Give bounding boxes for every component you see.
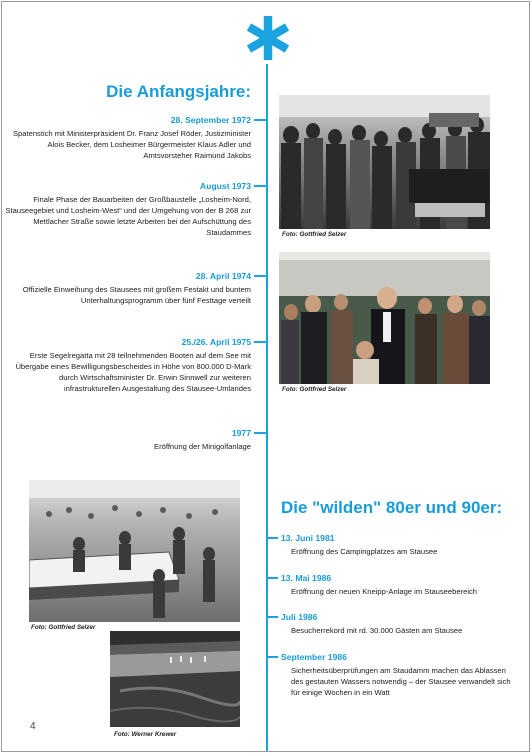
entry-text: Eröffnung der Minigolfanlage (154, 442, 251, 451)
entry-text: Sicherheitsüberprüfungen am Staudamm machen das Ablassen des gestauten Wassers notwendig – der Stausee verwandelt sich für einige Wochen in ein Watt (291, 666, 511, 697)
photo-image (279, 95, 490, 229)
timeline-entry (1, 337, 251, 394)
entry-date: 1977 (231, 428, 251, 438)
timeline-tick (268, 656, 278, 658)
photo-caption: Foto: Gottfried Selzer (31, 624, 96, 631)
photo-caption: Foto: Gottfried Selzer (282, 386, 347, 393)
entry-text: Eröffnung der neuen Kneipp-Anlage im Stauseebereich (291, 587, 478, 596)
timeline-tick (268, 577, 278, 579)
entry-date: August 1973 (199, 181, 251, 191)
brochure-page (1, 1, 530, 752)
photo-inauguration (279, 252, 490, 384)
timeline-tick (254, 432, 266, 434)
photo-image (279, 252, 490, 384)
entry-date: 28. September 1972 (170, 115, 251, 125)
entry-text: Spatenstich mit Ministerpräsident Dr. Franz Josef Röder, Justizminister Alois Becker, dem Losheimer Bürgermeister Klaus Adler und Amtsvorsteher Raimund Jakobs (12, 129, 251, 160)
timeline-tick (268, 616, 278, 618)
entry-date: September 1986 (281, 652, 347, 662)
timeline-entry (281, 573, 513, 597)
photo-pedal-boats (29, 480, 240, 622)
photo-image (110, 631, 240, 727)
photo-drained-lake (110, 631, 240, 727)
photo-image (29, 480, 240, 622)
timeline-tick (254, 275, 266, 277)
entry-date: 28. April 1974 (195, 271, 251, 281)
timeline-entry (1, 428, 251, 452)
entry-text: Erste Segelregatta mit 28 teilnehmenden Booten auf dem See mit Übergabe eines Bewilligungsbescheides in Höhe von 800.000 D-Mark durch Wirtschaftsminister Dr. Erwin Sinnwell zur weiteren infrastrukturellen Ausgestaltung des Stausee-Umlandes (15, 351, 251, 393)
page-number: 4 (30, 721, 36, 732)
photo-caption: Foto: Werner Krewer (114, 731, 177, 738)
timeline-entry (281, 612, 513, 636)
asterisk-icon (244, 14, 292, 62)
timeline-tick (268, 537, 278, 539)
timeline-tick (254, 119, 266, 121)
timeline-tick (254, 341, 266, 343)
section-heading-wild-years: Die "wilden" 80er und 90er: (281, 498, 503, 517)
entry-date: 13. Juni 1981 (281, 533, 335, 543)
entry-date: 25./26. April 1975 (181, 337, 251, 347)
entry-date: 13. Mai 1986 (281, 573, 332, 583)
entry-date: Juli 1986 (281, 612, 318, 622)
entry-text: Offizielle Einweihung des Stausees mit großem Festakt und buntem Unterhaltungsprogramm über fünf Festtage verteilt (22, 285, 251, 305)
timeline-tick (254, 185, 266, 187)
timeline-entry (281, 652, 513, 698)
timeline-entry (1, 271, 251, 306)
entry-text: Finale Phase der Bauarbeiten der Großbaustelle „Losheim-Nord, Stauseegebiet und Losheim-West“ und der Umgehung von der B 268 zur Mettlacher Straße sowie letzte Arbeiten bei der Aufschüttung des Staudammes (5, 195, 251, 237)
timeline-entry (281, 533, 513, 557)
timeline-entry (1, 181, 251, 238)
timeline-entry (1, 115, 251, 161)
photo-caption: Foto: Gottfried Selzer (282, 231, 347, 238)
timeline-line (266, 64, 268, 752)
section-heading-early-years: Die Anfangsjahre: (106, 82, 251, 101)
entry-text: Eröffnung des Campingplatzes am Stausee (291, 547, 438, 556)
photo-groundbreaking (279, 95, 490, 229)
entry-text: Besucherrekord mit rd. 30.000 Gästen am Stausee (291, 626, 463, 635)
